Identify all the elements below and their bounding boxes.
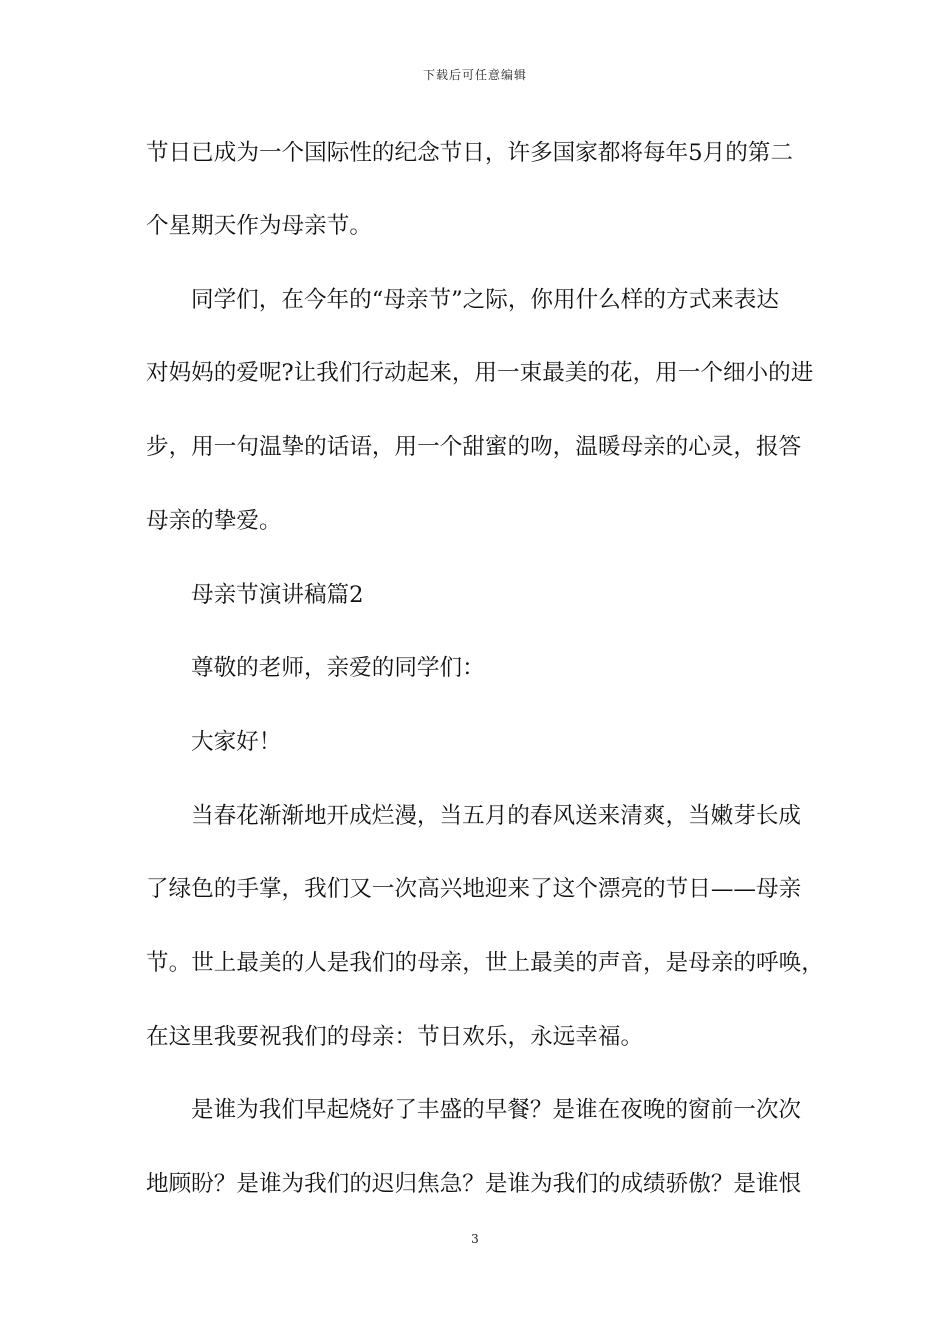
body-line: 地顾盼？是谁为我们的迟归焦急？是谁为我们的成绩骄傲？是谁恨 (146, 1171, 802, 1197)
body-line: 在这里我要祝我们的母亲：节日欢乐，永远幸福。 (146, 1024, 644, 1050)
body-line: 节。世上最美的人是我们的母亲，世上最美的声音，是母亲的呼唤， (146, 950, 824, 976)
page-header: 下载后可任意编辑 (422, 68, 527, 82)
salutation: 尊敬的老师，亲爱的同学们： (191, 655, 485, 681)
paragraph-line: 同学们，在今年的“母亲节”之际，你用什么样的方式来表达 (191, 287, 779, 313)
body-line: 个星期天作为母亲节。 (146, 213, 372, 239)
greeting: 大家好！ (191, 729, 282, 755)
paragraph-line: 当春花渐渐地开成烂漫，当五月的春风送来清爽，当嫩芽长成 (191, 803, 802, 829)
section-heading: 母亲节演讲稿篇2 (191, 582, 364, 608)
body-line: 步，用一句温挚的话语，用一个甜蜜的吻，温暖母亲的心灵，报答 (146, 434, 802, 460)
body-line: 节日已成为一个国际性的纪念节日，许多国家都将每年5月的第二 (146, 140, 793, 166)
body-line: 了绿色的手掌，我们又一次高兴地迎来了这个漂亮的节日——母亲 (146, 876, 802, 902)
body-line: 母亲的挚爱。 (146, 508, 282, 534)
page-number: 3 (471, 1232, 479, 1246)
body-line: 对妈妈的爱呢?让我们行动起来，用一束最美的花，用一个细小的进 (146, 360, 814, 386)
paragraph-line: 是谁为我们早起烧好了丰盛的早餐？是谁在夜晚的窗前一次次 (191, 1097, 802, 1123)
